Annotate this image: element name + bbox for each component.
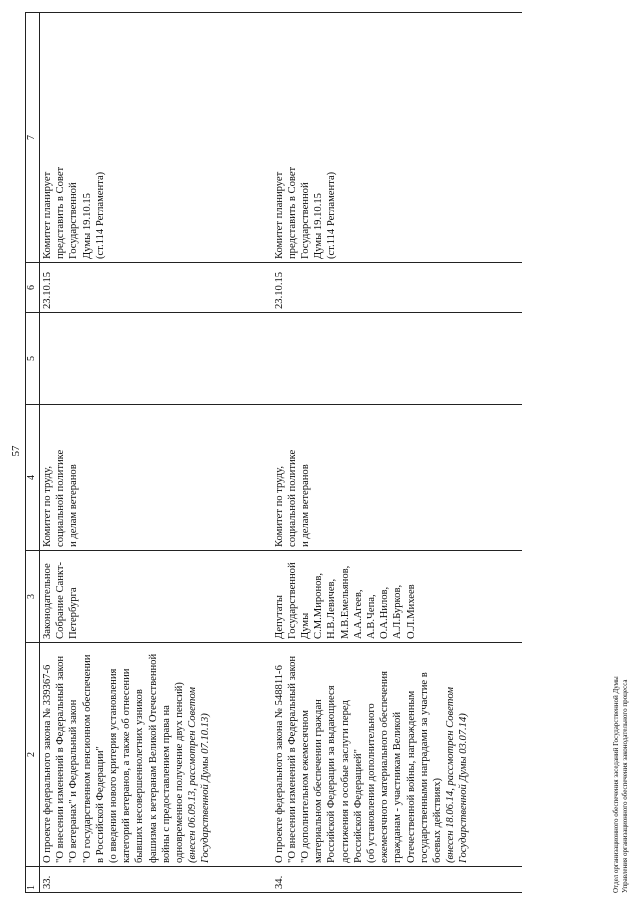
status-line: Комитет планирует [42, 171, 53, 259]
initiator-line: А.В.Чепа, [365, 594, 377, 639]
description-line: одновременное получение двух пенсий) [174, 682, 186, 863]
committee-line: и делам ветеранов [299, 464, 311, 547]
footer-line: Отдел организационного обеспечения заседаний Государственной Думы [612, 676, 620, 893]
table-row [40, 13, 272, 893]
description-line: О проекте федерального закона № 339367-6 [42, 664, 53, 863]
description-line: Российской Федерацией" [352, 749, 364, 863]
description-line: (о введении нового критерия установления [108, 668, 120, 863]
col-header-1: 1 [26, 867, 40, 893]
column-5-value [40, 313, 272, 405]
col-header-5: 5 [26, 313, 40, 405]
row-number: 33. [40, 867, 272, 893]
responsible-committee [40, 405, 272, 551]
initiator-line: Петербурга [68, 587, 80, 639]
status-line: Комитет планирует [273, 171, 285, 259]
initiator-line: Собрание Санкт- [55, 561, 67, 639]
description-line: государственными наградами за участие в [418, 672, 430, 863]
status-line: представить в Совет [286, 166, 298, 259]
responsible-committee [272, 405, 522, 551]
status-line: представить в Совет [55, 166, 67, 259]
initiator-line: Думы [299, 612, 311, 639]
description-line: "О внесении изменений в Федеральный закон [286, 655, 298, 863]
description-line: Государственной Думы 03.07.14) [458, 713, 470, 863]
description-line: войны с предоставлением права на [160, 705, 172, 863]
footer-note [612, 676, 629, 893]
description-line: фашизма к ветеранам Великой Отечественной [147, 653, 159, 863]
description-line: гражданам - участникам Великой [392, 712, 404, 863]
description-line: материальном обеспечении граждан [313, 699, 325, 863]
row-number: 34. [272, 867, 522, 893]
description-line: Российской Федерации за выдающиеся [326, 685, 338, 863]
committee-line: Комитет по труду, [273, 465, 285, 547]
col-header-6: 6 [26, 263, 40, 313]
status-line: (ст.114 Регламента) [94, 171, 106, 259]
status-line: Государственной [299, 182, 311, 259]
description-line: "О внесении изменений в Федеральный закон [55, 655, 67, 863]
committee-line: и делам ветеранов [68, 464, 80, 547]
committee-line: социальной политике [55, 449, 67, 547]
description-line: ежемесячного материального обеспечения [379, 671, 391, 863]
col-header-3: 3 [26, 551, 40, 643]
description-line: Государственной Думы 07.10.13) [200, 713, 212, 863]
status-line: Думы 19.10.15 [313, 193, 325, 259]
status-line: Думы 19.10.15 [81, 193, 93, 259]
status-line: (ст.114 Регламента) [326, 171, 338, 259]
bill-initiator [40, 551, 272, 643]
column-number-row [26, 13, 40, 893]
initiator-line: Государственной [286, 562, 298, 639]
initiator-line: О.Л.Михеев [405, 584, 417, 639]
col-header-7: 7 [26, 13, 40, 263]
initiator-line: С.М.Миронов, [313, 572, 325, 639]
description-line: "О дополнительном ежемесячном [299, 710, 311, 863]
status-note [272, 13, 522, 263]
description-line: О проекте федерального закона № 548811-6 [273, 665, 285, 863]
description-line: категорий ветеранов, а также об отнесении [121, 668, 133, 863]
initiator-line: Депутаты [273, 595, 285, 639]
initiator-line: Н.В.Левичев, [326, 578, 338, 639]
description-line: достижения и особые заслуги перед [339, 700, 351, 863]
description-line: "О ветеранах" и Федеральный закон [68, 699, 80, 863]
description-line: (внесен 18.06.14, рассмотрен Советом [445, 687, 457, 863]
initiator-line: О.А.Нилов, [379, 586, 391, 639]
committee-line: социальной политике [286, 449, 298, 547]
description-line: "О государственном пенсионном обеспечении [81, 654, 93, 863]
initiator-line: Законодательное [42, 563, 53, 639]
col-header-4: 4 [26, 405, 40, 551]
bill-description [40, 643, 272, 867]
description-line: боевых действиях) [431, 777, 443, 863]
initiator-line: М.В.Емельянов, [339, 565, 351, 639]
description-line: Отечественной войны, награжденным [405, 690, 417, 863]
description-line: (внесен 06.09.13, рассмотрен Советом [187, 687, 199, 863]
bill-initiator [272, 551, 522, 643]
description-line: в Российской Федерации" [94, 746, 106, 863]
initiator-line: А.А.Агеев, [352, 589, 364, 639]
description-line: бывших несовершеннолетних узников [134, 689, 146, 863]
status-note [40, 13, 272, 263]
table-row [272, 13, 522, 893]
date-value: 23.10.15 [40, 263, 272, 313]
committee-line: Комитет по труду, [42, 465, 53, 547]
column-5-value [272, 313, 522, 405]
col-header-2: 2 [26, 643, 40, 867]
bills-table [25, 12, 522, 893]
footer-line: Управления организационного обеспечения законодательного процесса [620, 679, 629, 893]
description-line: (об установлении дополнительного [365, 703, 377, 863]
page-number: 57 [10, 445, 22, 457]
initiator-line: А.Л.Бурков, [392, 584, 404, 639]
date-value: 23.10.15 [272, 263, 522, 313]
status-line: Государственной [68, 182, 80, 259]
bill-description [272, 643, 522, 867]
